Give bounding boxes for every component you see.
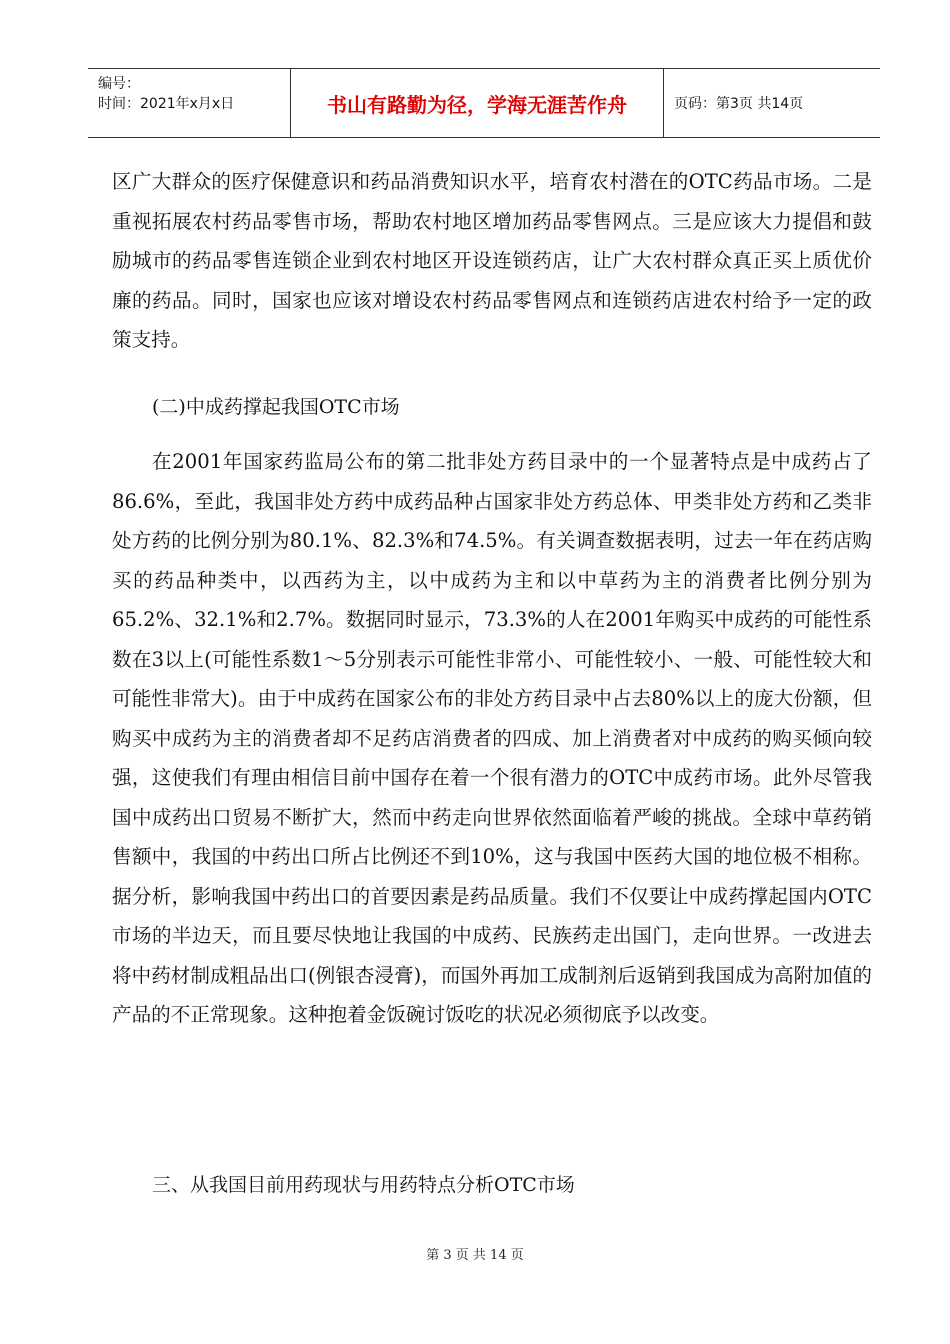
paragraph-tcm-market — [112, 442, 872, 1035]
header-page-info: 页码：第3页 共14页 — [674, 96, 804, 112]
paragraph-rural-market — [112, 162, 872, 360]
section-heading-tcm-otc: (二)中成药撑起我国OTC市场 — [152, 396, 400, 418]
page-header — [88, 68, 880, 138]
document-number-label: 编号： — [98, 76, 140, 92]
header-motto: 书山有路勤为径，学海无涯苦作舟 — [291, 69, 664, 137]
section-heading-drug-usage: 三、从我国目前用药现状与用药特点分析OTC市场 — [152, 1174, 575, 1196]
paragraph-text: 在2001年国家药监局公布的第二批非处方药目录中的一个显著特点是中成药占了86.6%，至此，我国非处方药中成药品种占国家非处方药总体、甲类非处方药和乙类非处方药的比例分别为80.1%、82.3%和74.5%。有关调查数据表明，过去一年在药店购买的药品种类中，以西药为主，以中成药为主和以中草药为主的消费者比例分别为65.2%、32.1%和2.7%。数据同时显示，73.3%的人在2001年购买中成药的可能性系数在3以上(可能性系数1～5分别表示可能性非常小、可能性较小、一般、可能性较大和可能性非常大)。由于中成药在国家公布的非处方药目录中占去80%以上的庞大份额，但购买中成药为主的消费者却不足药店消费者的四成、加上消费者对中成药的购买倾向较强，这使我们有理由相信目前中国存在着一个很有潜力的OTC中成药市场。此外尽管我国中成药出口贸易不断扩大，然而中药走向世界依然面临着严峻的挑战。全球中草药销售额中，我国的中药出口所占比例还不到10%，这与我国中医药大国的地位极不相称。据分析，影响我国中药出口的首要因素是药品质量。我们不仅要让中成药撑起国内OTC市场的半边天，而且要尽快地让我国的中成药、民族药走出国门，走向世界。一改进去将中药材制成粗品出口(例银杏浸膏)，而国外再加工成制剂后返销到我国成为高附加值的产品的不正常现象。这种抱着金饭碗讨饭吃的状况必须彻底予以改变。 — [112, 450, 872, 1026]
header-meta-cell — [88, 69, 291, 137]
page-footer: 第 3 页 共 14 页 — [426, 1248, 524, 1263]
document-time-label: 时间：2021年x月x日 — [98, 96, 235, 112]
paragraph-text: 区广大群众的医疗保健意识和药品消费知识水平，培育农村潜在的OTC药品市场。二是重视拓展农村药品零售市场，帮助农村地区增加药品零售网点。三是应该大力提倡和鼓励城市的药品零售连锁企业到农村地区开设连锁药店，让广大农村群众真正买上质优价廉的药品。同时，国家也应该对增设农村药品零售网点和连锁药店进农村给予一定的政策支持。 — [112, 170, 872, 351]
